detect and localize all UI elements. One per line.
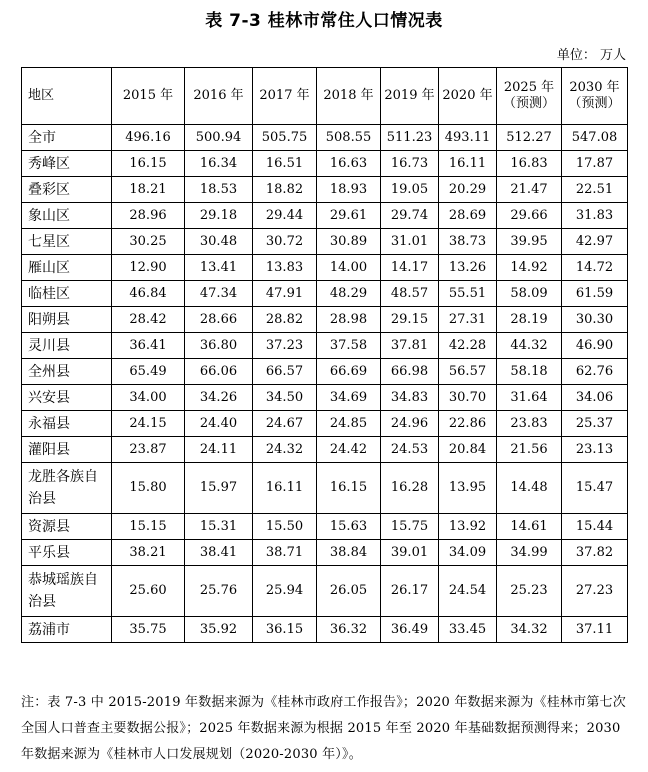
value-cell: 38.71 <box>253 540 317 566</box>
table-row <box>22 255 628 281</box>
value-cell: 28.19 <box>497 307 562 333</box>
value-cell: 13.26 <box>439 255 497 281</box>
value-cell: 27.31 <box>439 307 497 333</box>
region-cell: 阳朔县 <box>22 307 112 333</box>
region-cell: 永福县 <box>22 411 112 437</box>
table-row <box>22 463 628 514</box>
value-cell: 38.41 <box>185 540 253 566</box>
value-cell: 65.49 <box>112 359 185 385</box>
value-cell: 42.97 <box>562 229 628 255</box>
value-cell: 21.47 <box>497 177 562 203</box>
value-cell: 19.05 <box>381 177 439 203</box>
population-table <box>21 67 628 643</box>
value-cell: 18.82 <box>253 177 317 203</box>
value-cell: 48.29 <box>317 281 381 307</box>
value-cell: 17.87 <box>562 151 628 177</box>
value-cell: 34.00 <box>112 385 185 411</box>
region-cell: 灵川县 <box>22 333 112 359</box>
value-cell: 36.41 <box>112 333 185 359</box>
page-title: 表 7-3 桂林市常住人口情况表 <box>205 11 443 31</box>
value-cell: 14.17 <box>381 255 439 281</box>
value-cell: 30.70 <box>439 385 497 411</box>
value-cell: 24.11 <box>185 437 253 463</box>
header-region: 地区 <box>22 68 112 125</box>
region-cell: 叠彩区 <box>22 177 112 203</box>
value-cell: 38.21 <box>112 540 185 566</box>
value-cell: 56.57 <box>439 359 497 385</box>
value-cell: 34.83 <box>381 385 439 411</box>
value-cell: 37.82 <box>562 540 628 566</box>
table-row <box>22 229 628 255</box>
header-2017: 2017 年 <box>253 68 317 125</box>
region-cell: 象山区 <box>22 203 112 229</box>
table-row <box>22 281 628 307</box>
region-cell: 临桂区 <box>22 281 112 307</box>
value-cell: 24.32 <box>253 437 317 463</box>
value-cell: 15.80 <box>112 463 185 514</box>
value-cell: 46.84 <box>112 281 185 307</box>
value-cell: 27.23 <box>562 566 628 617</box>
table-row <box>22 617 628 643</box>
value-cell: 37.23 <box>253 333 317 359</box>
value-cell: 14.92 <box>497 255 562 281</box>
value-cell: 15.31 <box>185 514 253 540</box>
value-cell: 37.81 <box>381 333 439 359</box>
value-cell: 28.98 <box>317 307 381 333</box>
table-row <box>22 437 628 463</box>
table-header-row <box>22 68 628 125</box>
value-cell: 13.41 <box>185 255 253 281</box>
value-cell: 66.57 <box>253 359 317 385</box>
region-cell: 龙胜各族自治县 <box>22 463 112 514</box>
value-cell: 20.84 <box>439 437 497 463</box>
region-cell: 资源县 <box>22 514 112 540</box>
value-cell: 16.15 <box>112 151 185 177</box>
value-cell: 24.85 <box>317 411 381 437</box>
value-cell: 35.92 <box>185 617 253 643</box>
value-cell: 16.15 <box>317 463 381 514</box>
value-cell: 15.15 <box>112 514 185 540</box>
value-cell: 37.58 <box>317 333 381 359</box>
value-cell: 26.05 <box>317 566 381 617</box>
table-row <box>22 177 628 203</box>
value-cell: 24.40 <box>185 411 253 437</box>
value-cell: 34.69 <box>317 385 381 411</box>
region-cell: 全州县 <box>22 359 112 385</box>
value-cell: 25.94 <box>253 566 317 617</box>
value-cell: 66.06 <box>185 359 253 385</box>
value-cell: 512.27 <box>497 125 562 151</box>
value-cell: 13.92 <box>439 514 497 540</box>
value-cell: 31.83 <box>562 203 628 229</box>
region-cell: 兴安县 <box>22 385 112 411</box>
value-cell: 34.50 <box>253 385 317 411</box>
value-cell: 35.75 <box>112 617 185 643</box>
value-cell: 34.32 <box>497 617 562 643</box>
value-cell: 37.11 <box>562 617 628 643</box>
value-cell: 16.11 <box>253 463 317 514</box>
value-cell: 15.75 <box>381 514 439 540</box>
header-2025-forecast: 2025 年 （预测） <box>497 68 562 125</box>
value-cell: 15.63 <box>317 514 381 540</box>
table-row <box>22 566 628 617</box>
value-cell: 38.73 <box>439 229 497 255</box>
value-cell: 24.54 <box>439 566 497 617</box>
value-cell: 30.25 <box>112 229 185 255</box>
value-cell: 29.15 <box>381 307 439 333</box>
value-cell: 62.76 <box>562 359 628 385</box>
value-cell: 29.18 <box>185 203 253 229</box>
value-cell: 47.34 <box>185 281 253 307</box>
value-cell: 46.90 <box>562 333 628 359</box>
value-cell: 31.64 <box>497 385 562 411</box>
value-cell: 16.28 <box>381 463 439 514</box>
value-cell: 13.83 <box>253 255 317 281</box>
value-cell: 500.94 <box>185 125 253 151</box>
table-row <box>22 203 628 229</box>
value-cell: 24.96 <box>381 411 439 437</box>
value-cell: 16.34 <box>185 151 253 177</box>
value-cell: 34.06 <box>562 385 628 411</box>
value-cell: 493.11 <box>439 125 497 151</box>
value-cell: 508.55 <box>317 125 381 151</box>
value-cell: 30.72 <box>253 229 317 255</box>
header-2020: 2020 年 <box>439 68 497 125</box>
value-cell: 66.98 <box>381 359 439 385</box>
value-cell: 511.23 <box>381 125 439 151</box>
value-cell: 23.87 <box>112 437 185 463</box>
value-cell: 22.86 <box>439 411 497 437</box>
value-cell: 16.83 <box>497 151 562 177</box>
value-cell: 26.17 <box>381 566 439 617</box>
value-cell: 16.63 <box>317 151 381 177</box>
value-cell: 15.47 <box>562 463 628 514</box>
value-cell: 58.18 <box>497 359 562 385</box>
region-cell: 七星区 <box>22 229 112 255</box>
table-row <box>22 151 628 177</box>
value-cell: 55.51 <box>439 281 497 307</box>
value-cell: 36.15 <box>253 617 317 643</box>
value-cell: 25.23 <box>497 566 562 617</box>
value-cell: 24.15 <box>112 411 185 437</box>
table-row <box>22 411 628 437</box>
value-cell: 14.61 <box>497 514 562 540</box>
value-cell: 25.37 <box>562 411 628 437</box>
unit-label: 单位： 万人 <box>556 48 626 63</box>
value-cell: 15.97 <box>185 463 253 514</box>
value-cell: 42.28 <box>439 333 497 359</box>
value-cell: 24.53 <box>381 437 439 463</box>
header-2030-forecast: 2030 年 （预测） <box>562 68 628 125</box>
value-cell: 21.56 <box>497 437 562 463</box>
table-row <box>22 359 628 385</box>
value-cell: 30.89 <box>317 229 381 255</box>
region-cell: 平乐县 <box>22 540 112 566</box>
value-cell: 34.26 <box>185 385 253 411</box>
value-cell: 66.69 <box>317 359 381 385</box>
region-cell: 雁山区 <box>22 255 112 281</box>
value-cell: 20.29 <box>439 177 497 203</box>
table-row <box>22 540 628 566</box>
value-cell: 18.53 <box>185 177 253 203</box>
value-cell: 34.09 <box>439 540 497 566</box>
value-cell: 33.45 <box>439 617 497 643</box>
value-cell: 30.30 <box>562 307 628 333</box>
value-cell: 23.83 <box>497 411 562 437</box>
value-cell: 24.42 <box>317 437 381 463</box>
value-cell: 16.51 <box>253 151 317 177</box>
value-cell: 15.44 <box>562 514 628 540</box>
value-cell: 61.59 <box>562 281 628 307</box>
value-cell: 28.82 <box>253 307 317 333</box>
value-cell: 39.01 <box>381 540 439 566</box>
value-cell: 18.93 <box>317 177 381 203</box>
value-cell: 28.96 <box>112 203 185 229</box>
value-cell: 12.90 <box>112 255 185 281</box>
value-cell: 547.08 <box>562 125 628 151</box>
value-cell: 58.09 <box>497 281 562 307</box>
header-2018: 2018 年 <box>317 68 381 125</box>
header-2019: 2019 年 <box>381 68 439 125</box>
value-cell: 16.73 <box>381 151 439 177</box>
value-cell: 28.69 <box>439 203 497 229</box>
value-cell: 44.32 <box>497 333 562 359</box>
value-cell: 34.99 <box>497 540 562 566</box>
region-cell: 秀峰区 <box>22 151 112 177</box>
value-cell: 28.66 <box>185 307 253 333</box>
value-cell: 14.00 <box>317 255 381 281</box>
value-cell: 505.75 <box>253 125 317 151</box>
value-cell: 29.61 <box>317 203 381 229</box>
value-cell: 14.72 <box>562 255 628 281</box>
value-cell: 39.95 <box>497 229 562 255</box>
header-2016: 2016 年 <box>185 68 253 125</box>
value-cell: 24.67 <box>253 411 317 437</box>
value-cell: 25.60 <box>112 566 185 617</box>
footnote: 注：表 7-3 中 2015-2019 年数据来源为《桂林市政府工作报告》；2020 年数据来源为《桂林市第七次全国人口普查主要数据公报》；2025 年数据来源为根据 2015 年至 2020 年基础数据预测得来；2030 年数据来源为《桂林市人口发展规划（2020-2030 年）》。 <box>21 695 626 762</box>
region-cell: 荔浦市 <box>22 617 112 643</box>
value-cell: 29.66 <box>497 203 562 229</box>
table-row <box>22 125 628 151</box>
value-cell: 23.13 <box>562 437 628 463</box>
value-cell: 16.11 <box>439 151 497 177</box>
value-cell: 36.32 <box>317 617 381 643</box>
value-cell: 29.44 <box>253 203 317 229</box>
header-2015: 2015 年 <box>112 68 185 125</box>
value-cell: 29.74 <box>381 203 439 229</box>
table-row <box>22 333 628 359</box>
value-cell: 13.95 <box>439 463 497 514</box>
value-cell: 25.76 <box>185 566 253 617</box>
region-cell: 恭城瑶族自治县 <box>22 566 112 617</box>
value-cell: 496.16 <box>112 125 185 151</box>
value-cell: 47.91 <box>253 281 317 307</box>
value-cell: 30.48 <box>185 229 253 255</box>
value-cell: 36.49 <box>381 617 439 643</box>
value-cell: 22.51 <box>562 177 628 203</box>
table-row <box>22 514 628 540</box>
value-cell: 15.50 <box>253 514 317 540</box>
region-cell: 全市 <box>22 125 112 151</box>
value-cell: 18.21 <box>112 177 185 203</box>
table-row <box>22 307 628 333</box>
value-cell: 31.01 <box>381 229 439 255</box>
value-cell: 14.48 <box>497 463 562 514</box>
table-row <box>22 385 628 411</box>
region-cell: 灌阳县 <box>22 437 112 463</box>
value-cell: 36.80 <box>185 333 253 359</box>
value-cell: 48.57 <box>381 281 439 307</box>
value-cell: 28.42 <box>112 307 185 333</box>
value-cell: 38.84 <box>317 540 381 566</box>
